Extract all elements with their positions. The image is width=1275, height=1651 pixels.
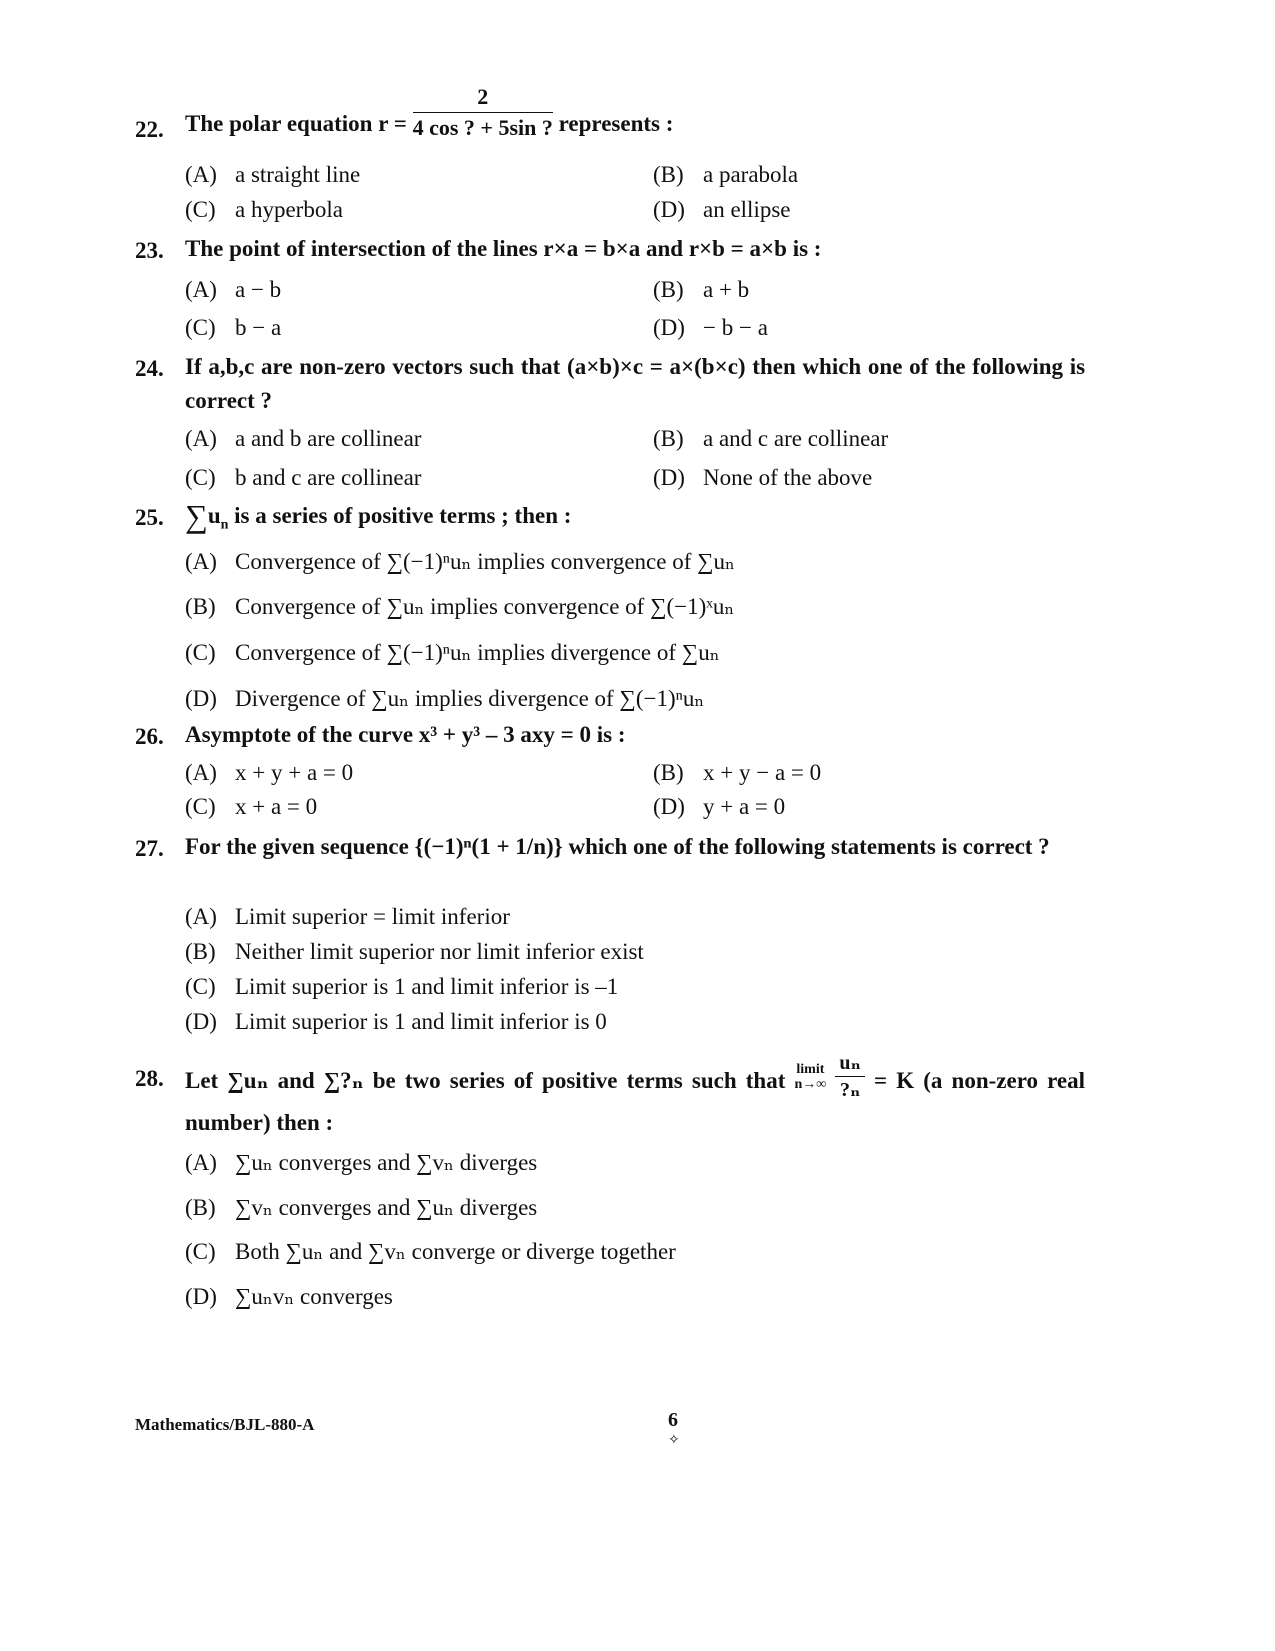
option-a[interactable]: [185, 549, 735, 575]
option-label: (D): [185, 686, 217, 711]
option-text: None of the above: [703, 465, 873, 490]
question-stem-end: then which one of the following is correct ?: [185, 354, 1086, 413]
question-number: 23.: [135, 238, 164, 263]
option-b[interactable]: [185, 1195, 537, 1221]
option-text: Convergence of ∑(−1)ⁿuₙ implies convergence of ∑uₙ: [235, 549, 735, 574]
option-label: (A): [185, 760, 217, 785]
question-number: 27.: [135, 836, 164, 861]
question-stem-end: is :: [792, 236, 822, 261]
option-a[interactable]: [185, 277, 281, 303]
option-a[interactable]: [185, 904, 510, 930]
option-c[interactable]: [185, 315, 281, 341]
option-label: (B): [653, 760, 684, 785]
page-number: 6: [668, 1409, 678, 1431]
option-label: (B): [653, 162, 684, 187]
option-text: Convergence of ∑uₙ implies convergence of ∑(−1)ˣuₙ: [235, 594, 735, 619]
option-text: Divergence of ∑uₙ implies divergence of ∑(−1)ⁿuₙ: [235, 686, 705, 711]
option-label: (B): [185, 939, 216, 964]
question-text: [185, 84, 1085, 141]
question-stem-end: represents :: [558, 111, 674, 136]
option-label: (D): [185, 1284, 217, 1309]
option-text: a straight line: [235, 162, 361, 187]
option-b[interactable]: [185, 939, 644, 965]
vectors: a,b,c: [208, 354, 255, 379]
option-label: (B): [653, 426, 684, 451]
limit-subscript: n→∞: [794, 1076, 827, 1092]
option-text: an ellipse: [703, 197, 791, 222]
option-c[interactable]: [185, 974, 618, 1000]
option-text: a and b are collinear: [235, 426, 422, 451]
option-text: a − b: [235, 277, 282, 302]
option-text: x + a = 0: [235, 794, 318, 819]
ratio-fraction: [835, 1052, 865, 1101]
option-b[interactable]: [653, 426, 888, 452]
option-label: (B): [185, 594, 216, 619]
question-number: 25.: [135, 505, 164, 530]
option-text: ∑uₙ converges and ∑vₙ diverges: [235, 1150, 538, 1175]
option-c[interactable]: [185, 465, 421, 491]
option-text: a hyperbola: [235, 197, 343, 222]
option-d[interactable]: [653, 465, 872, 491]
question-stem-end: which one of the following statements is correct ?: [568, 834, 1050, 859]
option-text: Limit superior is 1 and limit inferior is –1: [235, 974, 619, 999]
option-text: x + y + a = 0: [235, 760, 354, 785]
equation-2: r×b = a×b: [688, 236, 787, 261]
option-b[interactable]: [185, 594, 734, 620]
option-d[interactable]: [653, 315, 768, 341]
option-text: b − a: [235, 315, 282, 340]
question-stem: Let ∑uₙ and ∑?ₙ be two series of positive terms such that: [185, 1068, 786, 1093]
option-d[interactable]: [185, 686, 704, 712]
equation: (a×b)×c = a×(b×c): [567, 354, 746, 379]
question-stem: The point of intersection of the lines: [185, 236, 538, 261]
option-label: (A): [185, 162, 217, 187]
equation-1: r×a = b×a: [543, 236, 641, 261]
option-text: ∑uₙvₙ converges: [235, 1284, 393, 1309]
option-text: Limit superior = limit inferior: [235, 904, 510, 929]
option-d[interactable]: [185, 1284, 393, 1310]
option-text: ∑vₙ converges and ∑uₙ diverges: [235, 1195, 538, 1220]
option-label: (C): [185, 197, 216, 222]
question-stem-mid: are non-zero vectors such that: [261, 354, 561, 379]
option-label: (C): [185, 465, 216, 490]
option-a[interactable]: [185, 760, 353, 786]
option-c[interactable]: [185, 1239, 676, 1265]
option-label: (A): [185, 277, 217, 302]
option-label: (C): [185, 640, 216, 665]
option-label: (D): [653, 794, 685, 819]
option-text: Limit superior is 1 and limit inferior is 0: [235, 1009, 607, 1034]
polar-fraction: [413, 84, 553, 141]
option-text: Neither limit superior nor limit inferior exist: [235, 939, 644, 964]
question-text: [185, 350, 1085, 418]
conjunction: and: [645, 236, 684, 261]
question-number: 26.: [135, 724, 164, 749]
option-text: a + b: [703, 277, 750, 302]
option-label: (C): [185, 794, 216, 819]
option-d[interactable]: [185, 1009, 607, 1035]
option-label: (B): [185, 1195, 216, 1220]
option-label: (C): [185, 974, 216, 999]
option-label: (D): [185, 1009, 217, 1034]
option-label: (A): [185, 549, 217, 574]
limit-expression: [794, 1062, 826, 1092]
option-d[interactable]: [653, 197, 791, 223]
option-label: (C): [185, 1239, 216, 1264]
question-number: 24.: [135, 356, 164, 381]
fraction-numerator: uₙ: [835, 1052, 865, 1077]
question-text: [185, 232, 1085, 266]
question-number: 22.: [135, 117, 164, 142]
option-c[interactable]: [185, 640, 720, 666]
question-number: 28.: [135, 1066, 164, 1091]
subscript: n: [220, 517, 229, 533]
option-d[interactable]: [653, 794, 785, 820]
star-icon: ✧: [668, 1433, 680, 1448]
option-a[interactable]: [185, 426, 421, 452]
sequence: {(−1)ⁿ(1 + 1/n)}: [414, 834, 563, 859]
option-label: (A): [185, 426, 217, 451]
option-text: y + a = 0: [703, 794, 786, 819]
option-label: (A): [185, 1150, 217, 1175]
option-label: (D): [653, 465, 685, 490]
limit-word: limit: [796, 1061, 825, 1077]
sigma-symbol: ∑: [185, 498, 208, 534]
question-stem: The polar equation r =: [185, 111, 407, 136]
option-text: Convergence of ∑(−1)ⁿuₙ implies divergence of ∑uₙ: [235, 640, 720, 665]
option-text: a and c are collinear: [703, 426, 889, 451]
term: u: [207, 503, 221, 528]
option-label: (D): [653, 315, 685, 340]
question-text: [185, 830, 1085, 864]
question-stem: is a series of positive terms ; then :: [234, 503, 572, 528]
option-b[interactable]: [653, 162, 798, 188]
fraction-denominator: ?ₙ: [839, 1079, 861, 1102]
question-text: [185, 1052, 1086, 1144]
fraction-numerator: 2: [413, 84, 553, 113]
option-text: x + y − a = 0: [703, 760, 822, 785]
option-label: (D): [653, 197, 685, 222]
question-stem-end: = K (a non-zero real number) then :: [185, 1068, 1086, 1135]
question-stem: If: [185, 354, 202, 379]
option-text: − b − a: [703, 315, 768, 340]
question-text: [185, 499, 1085, 543]
paper-code: Mathematics/BJL-880-A: [135, 1415, 315, 1434]
fraction-denominator: 4 cos ? + 5sin ?: [412, 115, 553, 141]
option-text: b and c are collinear: [235, 465, 422, 490]
option-text: a parabola: [703, 162, 799, 187]
question-stem: For the given sequence: [185, 834, 409, 859]
question-text: Asymptote of the curve x³ + y³ – 3 axy = 0 is :: [185, 722, 626, 747]
option-b[interactable]: [653, 760, 821, 786]
option-label: (B): [653, 277, 684, 302]
option-a[interactable]: [185, 1150, 537, 1176]
option-text: Both ∑uₙ and ∑vₙ converge or diverge together: [235, 1239, 676, 1264]
option-b[interactable]: [653, 277, 749, 303]
option-c[interactable]: [185, 197, 343, 223]
option-label: (C): [185, 315, 216, 340]
option-label: (A): [185, 904, 217, 929]
option-a[interactable]: [185, 162, 360, 188]
option-c[interactable]: [185, 794, 317, 820]
